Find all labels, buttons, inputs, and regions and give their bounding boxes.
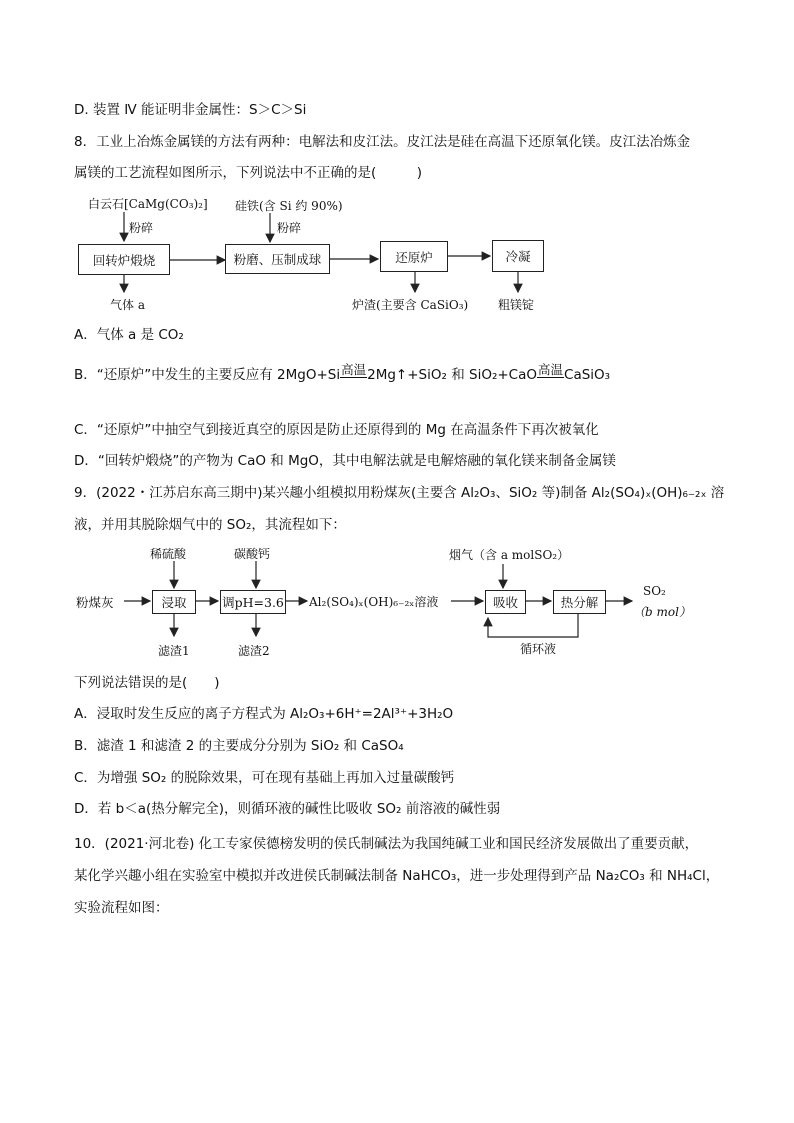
q8-option-b-part1: B．“还原炉”中发生的主要反应有 2MgO+Si [74, 367, 341, 383]
q9-start-fly-ash: 粉煤灰 [76, 595, 114, 610]
q10-line3: 实验流程如图： [74, 900, 169, 916]
q8-output-crude-mg: 粗镁锭 [498, 298, 535, 312]
q9-input-flue-gas: 烟气（含 a molSO₂） [449, 548, 570, 562]
q9-box-leach: 浸取 [152, 590, 196, 614]
q8-option-d: D．“回转炉煅烧”的产物为 CaO 和 MgO，其中电解法就是电解熔融的氧化镁来制备金属镁 [74, 453, 616, 469]
q8-condition-high-temp-2: 高温 [538, 362, 564, 377]
q9-output-b-mol: （b mol） [633, 605, 691, 619]
q8-option-c: C．“还原炉”中抽空气到接近真空的原因是防止还原得到的 Mg 在高温条件下再次被氧化 [74, 422, 599, 438]
q8-output-gas-a: 气体 a [110, 298, 145, 312]
q8-crush-label-2: 粉碎 [277, 221, 302, 235]
q8-box-grind-press: 粉磨、压制成球 [225, 244, 330, 274]
q8-box-rotary-kiln: 回转炉煅烧 [78, 244, 170, 275]
q8-box-condense: 冷凝 [492, 240, 544, 272]
q9-option-c: C．为增强 SO₂ 的脱除效果，可在现有基础上再加入过量碳酸钙 [74, 770, 455, 786]
q8-option-b-part2: 2Mg↑+SiO₂ 和 SiO₂+CaO [367, 367, 537, 383]
q9-recycle-liquid: 循环液 [520, 642, 557, 656]
q9-box-absorb: 吸收 [485, 590, 526, 614]
q9-output-so2: SO₂ [643, 584, 666, 598]
q8-input-dolomite: 白云石[CaMg(CO₃)₂] [88, 197, 208, 211]
q9-stem-line2: 液，并用其脱除烟气中的 SO₂，其流程如下： [74, 517, 346, 533]
q8-stem-line2: 属镁的工艺流程如图所示，下列说法中不正确的是( ) [74, 165, 423, 181]
q9-product-solution: Al₂(SO₄)ₓ(OH)₆₋₂ₓ溶液 [309, 595, 439, 609]
q8-option-b-part3: CaSiO₃ [564, 367, 611, 383]
q8-input-ferrosilicon: 硅铁(含 Si 约 90%) [235, 199, 343, 213]
q7-option-d: D. 装置 Ⅳ 能证明非金属性：S＞C＞Si [74, 102, 307, 118]
q9-option-a: A．浸取时发生反应的离子方程式为 Al₂O₃+6H⁺=2Al³⁺+3H₂O [74, 706, 454, 722]
q8-stem-line1: 8．工业上冶炼金属镁的方法有两种：电解法和皮江法。皮江法是硅在高温下还原氧化镁。皮江法冶炼金 [74, 134, 691, 150]
q8-box-reduction-furnace: 还原炉 [380, 241, 448, 272]
q9-stem-line1: 9．(2022・江苏启东高三期中)某兴趣小组模拟用粉煤灰(主要含 Al₂O₃、SiO₂ 等)制备 Al₂(SO₄)ₓ(OH)₆₋₂ₓ 溶 [74, 485, 725, 501]
q9-residue-2: 滤渣2 [238, 644, 270, 658]
q8-option-a: A．气体 a 是 CO₂ [74, 327, 184, 343]
q9-option-d: D．若 b＜a(热分解完全)，则循环液的碱性比吸收 SO₂ 前溶液的碱性弱 [74, 801, 501, 817]
q8-condition-high-temp-1: 高温 [341, 362, 367, 377]
q9-residue-1: 滤渣1 [158, 644, 190, 658]
q9-option-b: B．滤渣 1 和滤渣 2 的主要成分分别为 SiO₂ 和 CaSO₄ [74, 738, 404, 754]
q8-output-slag: 炉渣(主要含 CaSiO₃) [352, 298, 469, 312]
q9-input-caco3: 碳酸钙 [234, 547, 271, 561]
q9-box-adjust-ph: 调pH=3.6 [220, 590, 286, 614]
q8-crush-label-1: 粉碎 [129, 221, 154, 235]
q10-line2: 某化学兴趣小组在实验室中模拟并改进侯氏制碱法制备 NaHCO₃，进一步处理得到产品 Na₂CO₃ 和 NH₄Cl， [74, 868, 720, 884]
q9-input-dilute-h2so4: 稀硫酸 [150, 547, 187, 561]
q10-line1: 10．(2021·河北卷) 化工专家侯德榜发明的侯氏制碱法为我国纯碱工业和国民经济发展做出了重要贡献， [74, 836, 699, 852]
q9-question: 下列说法错误的是( ) [74, 675, 220, 691]
q9-box-thermal-decomposition: 热分解 [553, 590, 606, 614]
